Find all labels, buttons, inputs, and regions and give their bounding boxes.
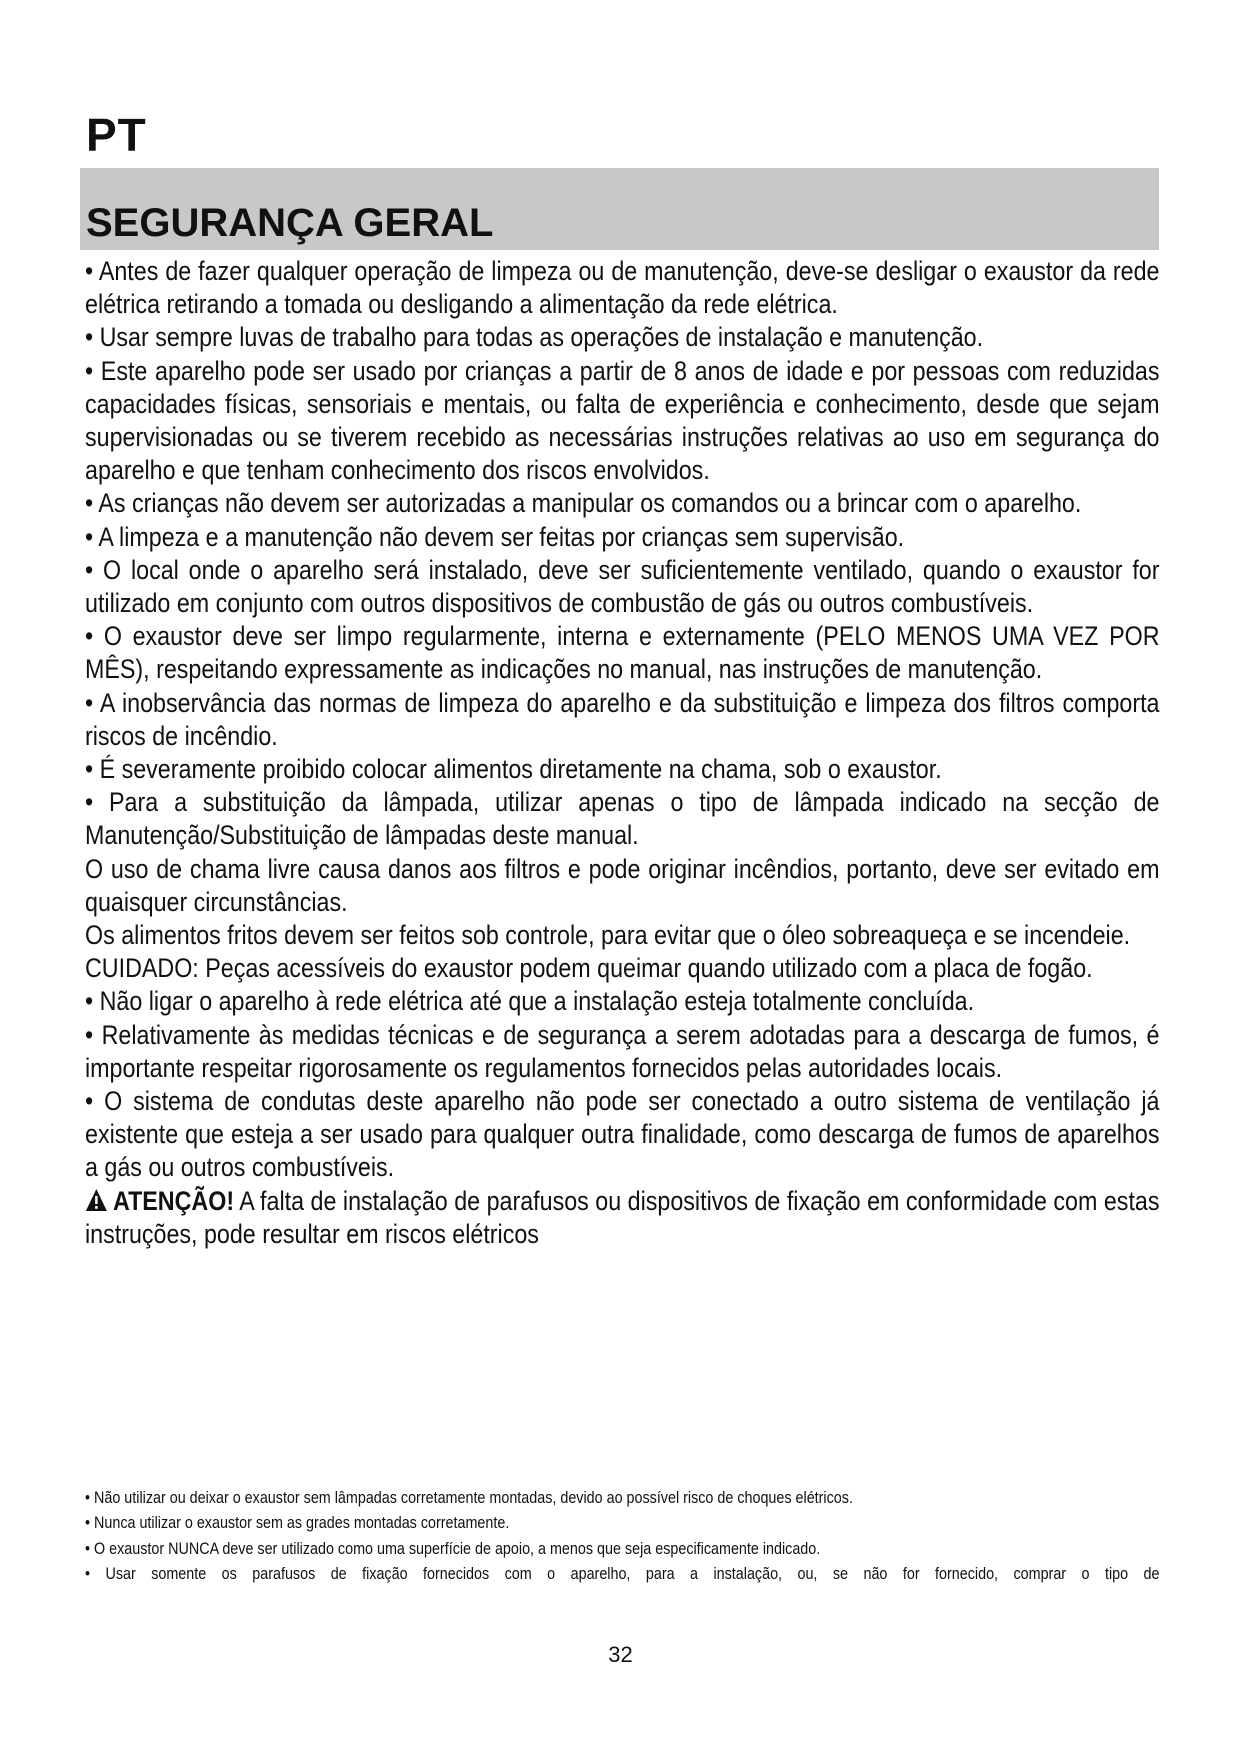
small-note: • O exaustor NUNCA deve ser utilizado como uma superfície de apoio, a menos que seja especificamente indicado. — [85, 1539, 821, 1558]
paragraph: Os alimentos fritos devem ser feitos sob controle, para evitar que o óleo sobreaqueça e se incendeie. — [85, 920, 1131, 951]
paragraph: CUIDADO: Peças acessíveis do exaustor podem queimar quando utilizado com a placa de fogão. — [85, 953, 1093, 984]
safety-text-body — [85, 255, 1160, 1251]
small-note: • Nunca utilizar o exaustor sem as grades montadas corretamente. — [85, 1514, 510, 1533]
paragraph: • Relativamente às medidas técnicas e de segurança a serem adotadas para a descarga de fumos, é importante respeitar rigorosamente os regulamentos fornecidos pelas autoridades locais. — [85, 1019, 1160, 1083]
paragraph: • Usar sempre luvas de trabalho para todas as operações de instalação e manutenção. — [85, 322, 984, 353]
paragraph: • Antes de fazer qualquer operação de limpeza ou de manutenção, deve-se desligar o exaustor da rede elétrica retirando a tomada ou desligando a alimentação da rede elétrica. — [85, 256, 1160, 320]
section-title: SEGURANÇA GERAL — [86, 201, 494, 245]
small-note: • Usar somente os parafusos de fixação fornecidos com o aparelho, para a instalação, ou, se não for fornecido, comprar o tipo de — [85, 1564, 1160, 1583]
paragraph: • O local onde o aparelho será instalado, deve ser suficientemente ventilado, quando o exaustor for utilizado em conjunto com outros dispositivos de combustão de gás ou outros combustíveis. — [85, 554, 1160, 619]
paragraph: • O sistema de condutas deste aparelho não pode ser conectado a outro sistema de ventilação já existente que esteja a ser usado para qualquer outra finalidade, como descarga de fumos de aparelhos a gás ou outros combustíveis. — [85, 1086, 1160, 1183]
paragraph: • A inobservância das normas de limpeza do aparelho e da substituição e limpeza dos filtros comporta riscos de incêndio. — [85, 687, 1160, 751]
warning-paragraph — [85, 1185, 1160, 1251]
section-header-bar — [80, 168, 1159, 250]
paragraph: • O exaustor deve ser limpo regularmente, interna e externamente (PELO MENOS UMA VEZ POR MÊS), respeitando expressamente as indicações no manual, nas instruções de manutenção. — [85, 621, 1160, 685]
paragraph: • A limpeza e a manutenção não devem ser feitas por crianças sem supervisão. — [85, 521, 905, 552]
small-note: • Não utilizar ou deixar o exaustor sem lâmpadas corretamente montadas, devido ao possível risco de choques elétricos. — [85, 1489, 853, 1507]
small-notes — [85, 1486, 1160, 1587]
page-number: 32 — [608, 1642, 633, 1667]
warning-heading: ATENÇÃO! — [113, 1185, 235, 1216]
language-code: PT — [86, 109, 147, 161]
warning-text: A falta de instalação de parafusos ou dispositivos de fixação em conformidade com estas instruções, pode resultar em riscos elétricos — [85, 1185, 1160, 1249]
paragraph: • As crianças não devem ser autorizadas a manipular os comandos ou a brincar com o aparelho. — [85, 488, 1082, 519]
paragraph: • Não ligar o aparelho à rede elétrica até que a instalação esteja totalmente concluída. — [85, 986, 975, 1017]
paragraph: O uso de chama livre causa danos aos filtros e pode originar incêndios, portanto, deve ser evitado em quaisquer circunstâncias. — [85, 853, 1160, 917]
paragraph: • Este aparelho pode ser usado por crianças a partir de 8 anos de idade e por pessoas com reduzidas capacidades físicas, sensoriais e mentais, ou falta de experiência e conhecimento, desde que sejam supervisionadas ou se tiverem recebido as necessárias instruções relativas ao uso em segurança do aparelho e que tenham conhecimento dos riscos envolvidos. — [85, 355, 1160, 486]
paragraph: • É severamente proibido colocar alimentos diretamente na chama, sob o exaustor. — [85, 754, 942, 785]
paragraph: • Para a substituição da lâmpada, utilizar apenas o tipo de lâmpada indicado na secção de Manutenção/Substituição de lâmpadas deste manual. — [85, 787, 1160, 851]
warning-triangle-icon — [85, 1187, 108, 1211]
